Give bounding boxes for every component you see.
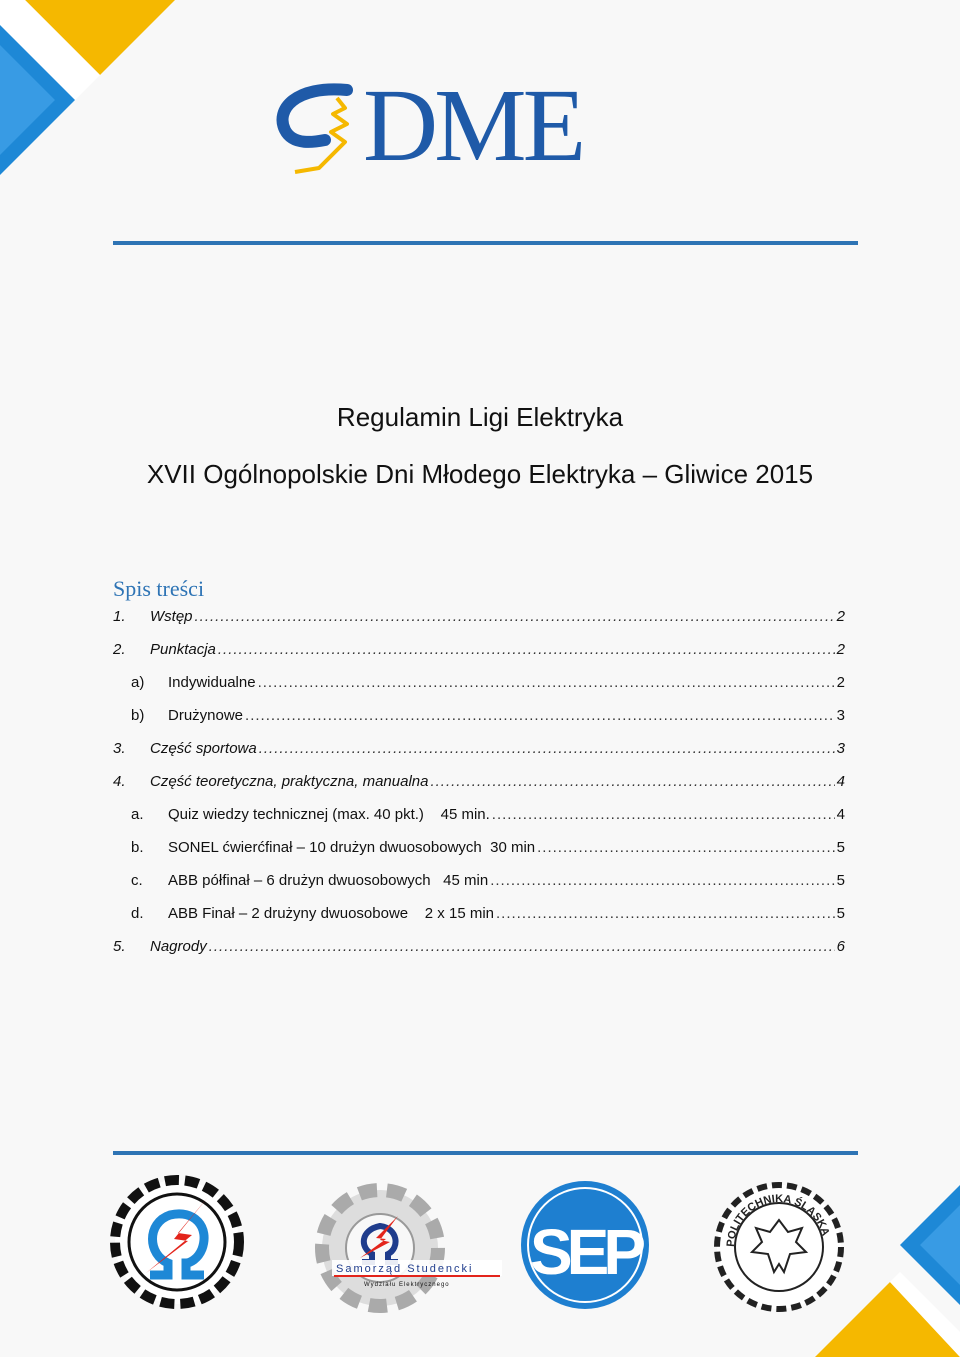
toc-entry[interactable]: [113, 740, 845, 762]
toc-entry[interactable]: [113, 773, 845, 795]
toc-leader-dots: [492, 806, 835, 823]
toc-entry-page: 2: [836, 608, 845, 625]
toc-leader-dots: [490, 872, 834, 889]
toc-leader-dots: [259, 740, 835, 757]
samorzad-subtitle: Wydziału Elektrycznego: [364, 1282, 450, 1288]
sep-text: SEP: [529, 1216, 641, 1288]
logo-wordmark: DME: [363, 68, 583, 183]
toc-entry-page: 3: [836, 740, 845, 757]
toc-entry-page: 5: [836, 872, 845, 889]
header-rule: [113, 241, 858, 245]
toc-entry-number: 2.: [113, 641, 126, 658]
document-subtitle: XVII Ogólnopolskie Dni Młodego Elektryka – Gliwice 2015: [146, 459, 814, 489]
toc-entry-number: c.: [131, 872, 143, 889]
toc-entry-label: ABB Finał – 2 drużyny dwuosobowe 2 x 15 min: [168, 905, 495, 922]
omega-lightning-logo: [110, 1175, 245, 1310]
toc-entry-label: ABB półfinał – 6 drużyn dwuosobowych 45 min: [168, 872, 489, 889]
toc-entry-number: 1.: [113, 608, 126, 625]
toc-heading: Spis treści: [113, 576, 205, 601]
samorzad-name: Samorząd Studencki: [336, 1263, 474, 1275]
top-left-corner-decoration: [0, 0, 180, 180]
toc-entry-number: a): [131, 674, 145, 691]
toc-entry-label: Punktacja: [150, 641, 216, 658]
toc-entry-number: 5.: [113, 938, 126, 955]
toc-entry-number: a.: [131, 806, 144, 823]
toc-entry-page: 6: [836, 938, 845, 955]
toc-entry-page: 2: [836, 674, 845, 691]
toc-entry-label: Część teoretyczna, praktyczna, manualna: [150, 773, 429, 790]
toc-entry-label: Część sportowa: [150, 740, 257, 757]
toc-entry-number: 4.: [113, 773, 126, 790]
politechnika-slaska-logo: [712, 1180, 847, 1315]
toc-entry[interactable]: [131, 872, 845, 894]
polsl-name: POLITECHNIKA ŚLĄSKA: [724, 1192, 832, 1248]
toc-leader-dots: [430, 773, 834, 790]
toc-entry[interactable]: [113, 938, 845, 960]
toc-leader-dots: [245, 707, 835, 724]
toc-entry[interactable]: [131, 905, 845, 927]
toc-entry-label: Wstęp: [150, 608, 193, 625]
toc-leader-dots: [537, 839, 835, 856]
toc-entry-number: 3.: [113, 740, 126, 757]
toc-entry-number: b): [131, 707, 145, 724]
toc-entry-page: 2: [836, 641, 845, 658]
sep-logo: [518, 1178, 653, 1313]
toc-entry-page: 5: [836, 839, 845, 856]
toc-leader-dots: [258, 674, 835, 691]
toc-entry[interactable]: [131, 806, 845, 828]
toc-entry[interactable]: [131, 707, 845, 729]
toc-leader-dots: [218, 641, 835, 658]
toc-entry-label: SONEL ćwierćfinał – 10 drużyn dwuosobowych 30 min: [168, 839, 536, 856]
toc-entry-label: Drużynowe: [168, 707, 244, 724]
toc-entry-label: Quiz wiedzy technicznej (max. 40 pkt.) 45 min.: [168, 806, 490, 823]
toc-leader-dots: [195, 608, 835, 625]
toc-entry[interactable]: [113, 641, 845, 663]
dme-logo: [275, 68, 665, 183]
toc-entry-page: 5: [836, 905, 845, 922]
toc-entry-label: Nagrody: [150, 938, 207, 955]
footer-rule: [113, 1151, 858, 1155]
toc-entry[interactable]: [131, 839, 845, 861]
toc-entry-page: 4: [836, 773, 845, 790]
document-title: Regulamin Ligi Elektryka: [336, 402, 624, 432]
toc-entry-page: 4: [836, 806, 845, 823]
samorzad-studencki-logo: [300, 1178, 505, 1318]
toc-entry-number: b.: [131, 839, 144, 856]
toc-entry-label: Indywidualne: [168, 674, 256, 691]
toc-leader-dots: [496, 905, 835, 922]
toc-entry[interactable]: [113, 608, 845, 630]
toc-entry-number: d.: [131, 905, 144, 922]
toc-entry-page: 3: [836, 707, 845, 724]
toc-leader-dots: [209, 938, 835, 955]
toc-entry[interactable]: [131, 674, 845, 696]
